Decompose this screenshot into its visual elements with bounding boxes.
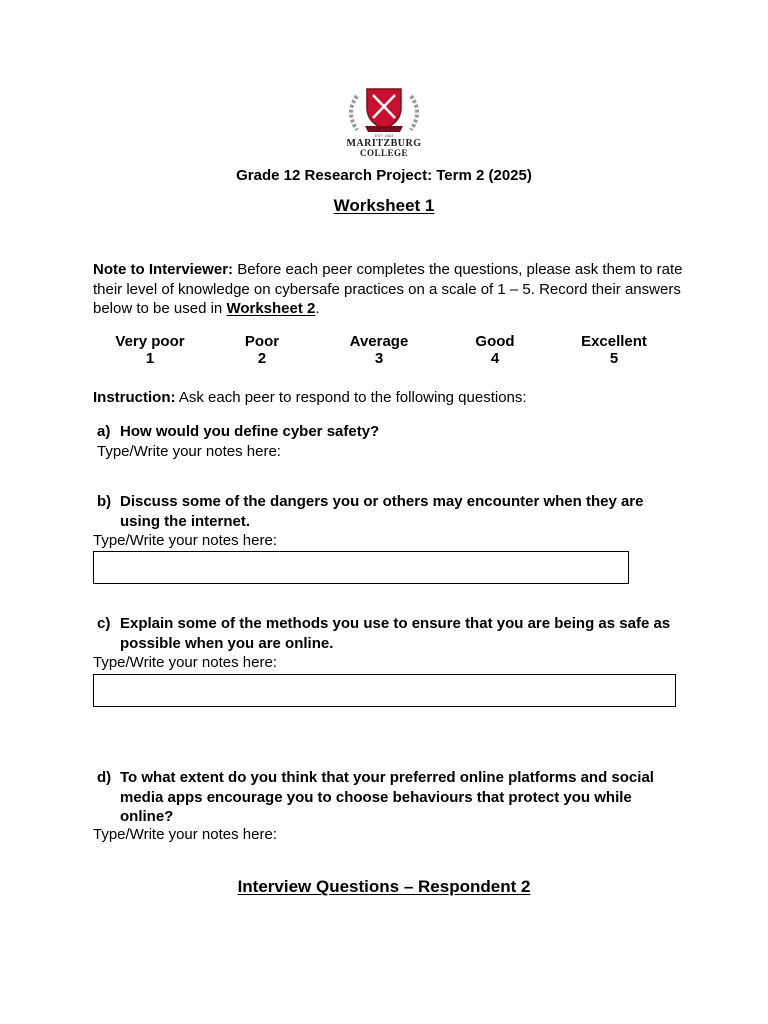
worksheet-2-ref: Worksheet 2 [226,300,316,317]
question-d [97,768,677,827]
scale-excellent [571,333,657,367]
school-logo [327,86,441,160]
question-letter: a) [97,423,111,440]
scale-value: 1 [145,350,155,367]
question-letter: b) [97,493,112,510]
note-text: Before each peer completes the questions, please ask them to rate their level of knowledge on cybersafe practices on a scale of 1 – 5. Record their answers below to be used in [93,261,683,317]
svg-text:EST. 1863: EST. 1863 [374,133,394,138]
question-text: Discuss some of the dangers you or others may encounter when they are using the internet. [120,493,644,530]
scale-label: Very poor [115,333,185,350]
scale-value: 5 [609,350,619,367]
respondent-2-heading-text: Interview Questions – Respondent 2 [237,877,531,896]
scale-label: Poor [244,333,280,350]
instruction [93,388,683,408]
document-title: Grade 12 Research Project: Term 2 (2025) [236,167,532,184]
logo-name-line2: COLLEGE [359,148,408,158]
crest-icon [327,86,441,138]
instruction-text: Ask each peer to respond to the following questions: [175,389,527,406]
scale-label: Excellent [581,333,647,350]
notes-box-b[interactable] [93,551,629,584]
scale-label: Good [475,333,515,350]
notes-label-a: Type/Write your notes here: [97,443,281,460]
scale-value: 4 [490,350,500,367]
respondent-2-heading [0,877,768,897]
question-c [97,614,677,653]
notes-box-c[interactable] [93,674,676,707]
note-to-interviewer [93,260,683,319]
instruction-label: Instruction: [93,389,176,406]
scale-value: 3 [374,350,384,367]
question-text: To what extent do you think that your preferred online platforms and social media apps encourage you to choose behaviours that protect you while online? [120,769,654,825]
notes-label-c: Type/Write your notes here: [93,654,277,671]
scale-average [339,333,419,367]
note-label: Note to Interviewer: [93,261,234,278]
notes-label-d: Type/Write your notes here: [93,826,277,843]
scale-poor [232,333,292,367]
scale-good [460,333,530,367]
question-text: How would you define cyber safety? [120,423,380,440]
scale-value: 2 [257,350,267,367]
logo-name-line1: MARITZBURG [346,138,422,149]
note-end: . [315,300,320,317]
question-a [97,422,677,442]
question-letter: d) [97,769,112,786]
question-text: Explain some of the methods you use to ensure that you are being as safe as possible when you are online. [120,615,671,652]
worksheet-heading-text: Worksheet 1 [333,196,435,215]
question-b [97,492,677,531]
notes-label-b: Type/Write your notes here: [93,532,277,549]
scale-very-poor [110,333,190,367]
scale-label: Average [349,333,409,350]
question-letter: c) [97,615,111,632]
worksheet-heading [0,196,768,216]
